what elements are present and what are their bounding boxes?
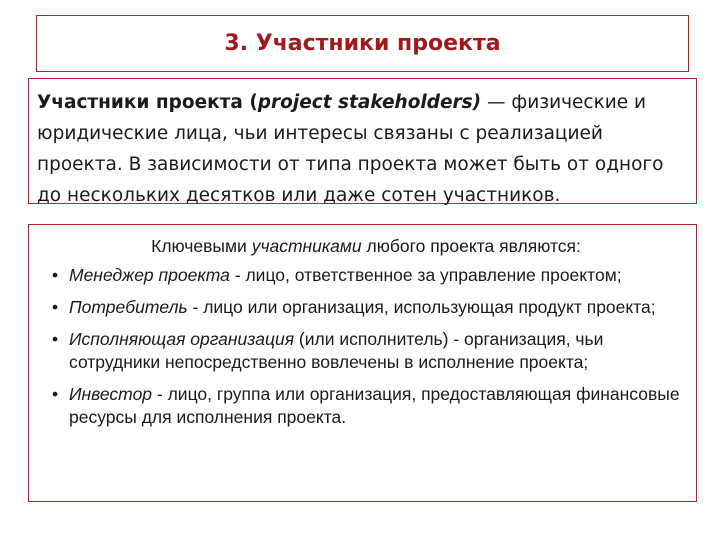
bullet-icon: •	[52, 297, 59, 317]
stakeholders-list	[52, 264, 680, 429]
definition-term: Участники проекта (	[37, 92, 258, 113]
bullet-icon: •	[52, 265, 59, 285]
list-intro-pre: Ключевыми	[151, 236, 252, 256]
list-intro	[52, 233, 680, 259]
list-item-desc: - лицо, группа или организация, предоставляющая финансовые ресурсы для исполнения проекта.	[69, 384, 680, 427]
list-item-term: Исполняющая организация	[69, 329, 295, 349]
definition-term-en: project stakeholders)	[257, 92, 482, 113]
list-item	[52, 296, 680, 319]
list-item-desc: - лицо, ответственное за управление проектом;	[229, 265, 622, 285]
list-item-term: Потребитель	[69, 297, 188, 317]
list-item	[52, 383, 680, 429]
list-item-desc: (или исполнитель) - организация, чьи сотрудники непосредственно вовлечены в исполнение проекта;	[69, 329, 604, 372]
list-item	[52, 328, 680, 374]
bullet-icon: •	[52, 384, 59, 404]
list-intro-em: участниками	[251, 236, 362, 256]
stakeholders-list-box	[28, 224, 697, 502]
list-item	[52, 264, 680, 287]
bullet-icon: •	[52, 329, 59, 349]
list-item-term: Инвестор	[69, 384, 153, 404]
list-item-term: Менеджер проекта	[69, 265, 230, 285]
definition-text: физические и юридические лица, чьи интересы связаны с реализацией проекта. В зависимости от типа проекта может быть от одного до нескольких десятков или даже сотен участников.	[37, 92, 664, 206]
slide-title: 3. Участники проекта	[224, 31, 501, 56]
definition-dash: —	[481, 92, 512, 113]
list-item-desc: - лицо или организация, использующая продукт проекта;	[187, 297, 656, 317]
list-intro-post: любого проекта являются:	[361, 236, 581, 256]
definition-box	[28, 78, 697, 204]
title-box	[36, 15, 689, 72]
